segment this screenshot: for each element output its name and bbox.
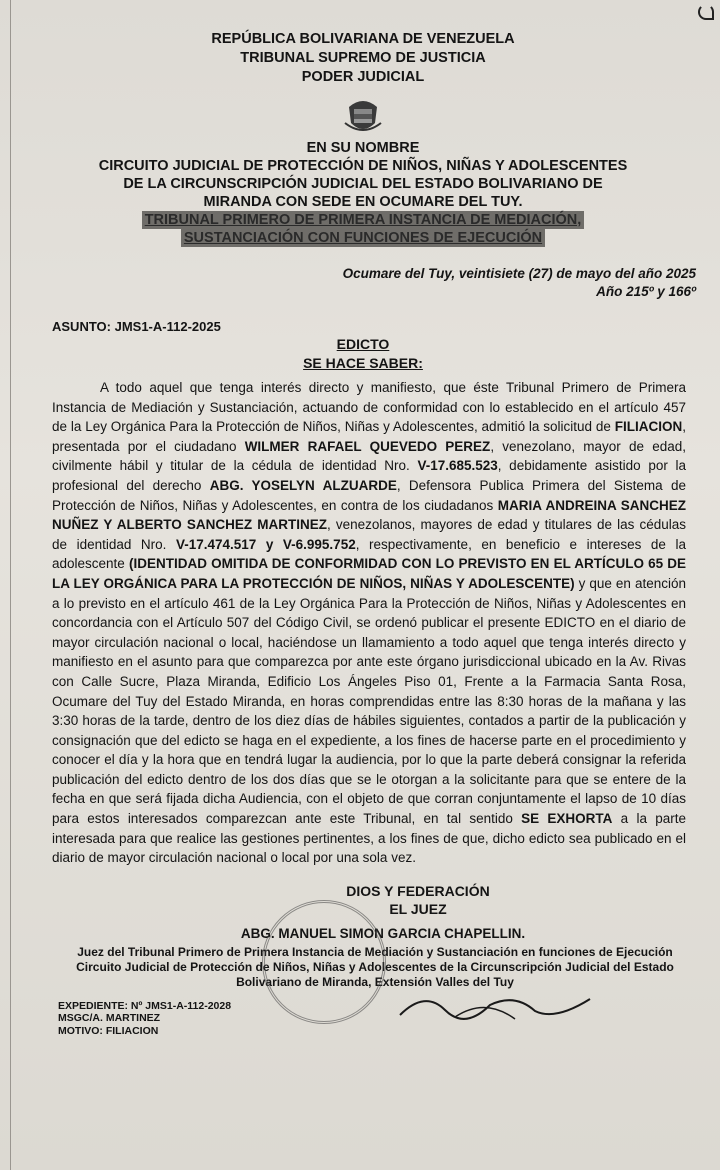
body-text-5: , Defensora Publica Primera del Sistema de Protección de Niños, Niñas y Adolescentes, en contra de los ciudadanos	[52, 477, 686, 513]
body-text-9: a la parte interesada para que realice las gestiones pertinentes, a los fines de que, dicho edicto sea publicado en el diario de mayor circulación nacional o local por una sola vez.	[52, 811, 686, 866]
en-su-nombre: EN SU NOMBRE	[306, 140, 420, 156]
body-bold-demandados: MARIA ANDREINA SANCHEZ NUÑEZ Y ALBERTO SANCHEZ MARTINEZ	[52, 497, 686, 533]
place-date-line-2: Año 215º y 166º	[596, 284, 696, 299]
dios-y-federacion: DIOS Y FEDERACIÓN	[346, 882, 490, 899]
footer-block	[58, 1000, 696, 1038]
body-bold-filiacion: FILIACION	[614, 419, 683, 435]
judge-role: Juez del Tribunal Primero de Primera Instancia de Mediación y Sustanciación en funciones de Ejecución Circuito Judicial de Protección de Niños, Niñas y Adolescentes de la Circunscripción Judicial del Estado Bolivariano de Miranda, Extensión Valles del Tuy	[76, 944, 674, 989]
body-text-8: y que en atención a lo previsto en el artículo 461 de la Ley Orgánica Para la Protección de Niños, Niñas y Adolescentes en concordancia con el Artículo 507 del Código Civil, se ordenó publicar el presente EDICTO en el diario de mayor circulación nacional o local, haciéndose un llamamiento a todo aquel que tenga interés directo y manifiesto en el asunto para que comparezca por ante este órgano jurisdiccional ubicado en la Av. Rivas con Calle Sucre, Plaza Miranda, Edificio Los Ángeles Piso 01, Frente a la Farmacia Santa Rosa, Ocumare del Tuy del Estado Miranda, en horas comprendidas entre las 8:30 horas de la mañana y las 3:30 horas de la tarde, dentro de los diez días de hábiles siguientes, contados a partir de la publicación y consignación que del edicto se haga en el expediente, a los fines de hacerse parte en el procedimiento y conocer el día y la hora que en tendrá lugar la audiencia, por lo que la parte deberá consignar la referida publicación del edicto dentro de los dos días que se le otorgan a la solicitante para que se entere de la fecha en que será fijada dicha Audiencia, con el objeto de que corran conjuntamente el lapso de 10 días para estos interesados comparezcan ante este Tribunal, en tal sentido	[52, 575, 686, 827]
footer-motivo: MOTIVO: FILIACION	[58, 1024, 159, 1037]
asunto-number: ASUNTO: JMS1-A-112-2025	[52, 319, 221, 334]
corner-mark-icon	[698, 4, 714, 20]
el-juez: EL JUEZ	[389, 900, 447, 917]
circuit-line-1: CIRCUITO JUDICIAL DE PROTECCIÓN DE NIÑOS, NIÑAS Y ADOLESCENTES	[98, 158, 628, 174]
body-text-1: A todo aquel que tenga interés directo y manifiesto, que éste Tribunal Primero de Primera Instancia de Mediación y Sustanciación, actuando de conformidad con lo establecido en el artículo 457 de la Ley Orgánica Para la Protección de Niños, Niñas y Adolescentes, admitió la solicitud de	[52, 380, 686, 435]
signature-icon	[395, 985, 595, 1025]
footer-expediente: EXPEDIENTE: Nº JMS1-A-112-2028	[58, 999, 232, 1012]
place-date-line-1: Ocumare del Tuy, veintisiete (27) de mayo del año 2025	[342, 266, 696, 281]
header-tsj: TRIBUNAL SUPREMO DE JUSTICIA	[240, 50, 486, 66]
footer-initials: MSGC/A. MARTINEZ	[58, 1012, 161, 1025]
body-text-4: , debidamente asistido por la profesional del derecho	[52, 458, 686, 493]
tribunal-line-2: SUSTANCIACIÓN CON FUNCIONES DE EJECUCIÓN	[181, 229, 545, 247]
court-block	[30, 139, 696, 247]
header-republic: REPÚBLICA BOLIVARIANA DE VENEZUELA	[211, 31, 515, 47]
page-edge-line	[10, 0, 11, 1170]
body-text-6: , venezolanos, mayores de edad y titulares de las cédulas de identidad Nro.	[52, 517, 686, 552]
edicto-title: EDICTO	[336, 336, 390, 352]
body-text-3: , venezolano, mayor de edad, civilmente hábil y titular de la cédula de identidad Nro.	[52, 438, 686, 474]
court-stamp-icon	[262, 900, 386, 1024]
body-bold-cedula: V-17.685.523	[417, 458, 498, 474]
place-date	[30, 265, 696, 301]
judge-name: ABG. MANUEL SIMON GARCIA CHAPELLIN.	[240, 925, 526, 941]
body-bold-se-exhorta: SE EXHORTA	[521, 811, 613, 827]
coat-of-arms-icon	[341, 93, 385, 137]
se-hace-saber: SE HACE SABER:	[303, 355, 423, 371]
tribunal-line-1: TRIBUNAL PRIMERO DE PRIMERA INSTANCIA DE MEDIACIÓN,	[142, 211, 585, 229]
circuit-line-3: MIRANDA CON SEDE EN OCUMARE DEL TUY.	[203, 194, 523, 210]
body-bold-abogada: ABG. YOSELYN ALZUARDE	[209, 477, 397, 493]
edicto-body	[52, 378, 686, 868]
circuit-line-2: DE LA CIRCUNSCRIPCIÓN JUDICIAL DEL ESTADO BOLIVARIANO DE	[123, 176, 603, 192]
header-poder-judicial: PODER JUDICIAL	[301, 69, 425, 85]
closing-block	[140, 882, 696, 918]
body-bold-identidad-omitida: (IDENTIDAD OMITIDA DE CONFORMIDAD CON LO PREVISTO EN EL ARTÍCULO 65 DE LA LEY ORGÁNICA PARA LA PROTECCIÓN DE NIÑOS, NIÑAS Y ADOLESCENTE)	[52, 556, 686, 591]
body-bold-solicitante: WILMER RAFAEL QUEVEDO PEREZ	[244, 438, 491, 454]
body-bold-cedulas: V-17.474.517 y V-6.995.752	[175, 536, 356, 552]
body-text-2: , presentada por el ciudadano	[52, 419, 686, 454]
document-header	[30, 30, 696, 87]
body-text-7: , respectivamente, en beneficio e intereses de la adolescente	[52, 536, 686, 572]
